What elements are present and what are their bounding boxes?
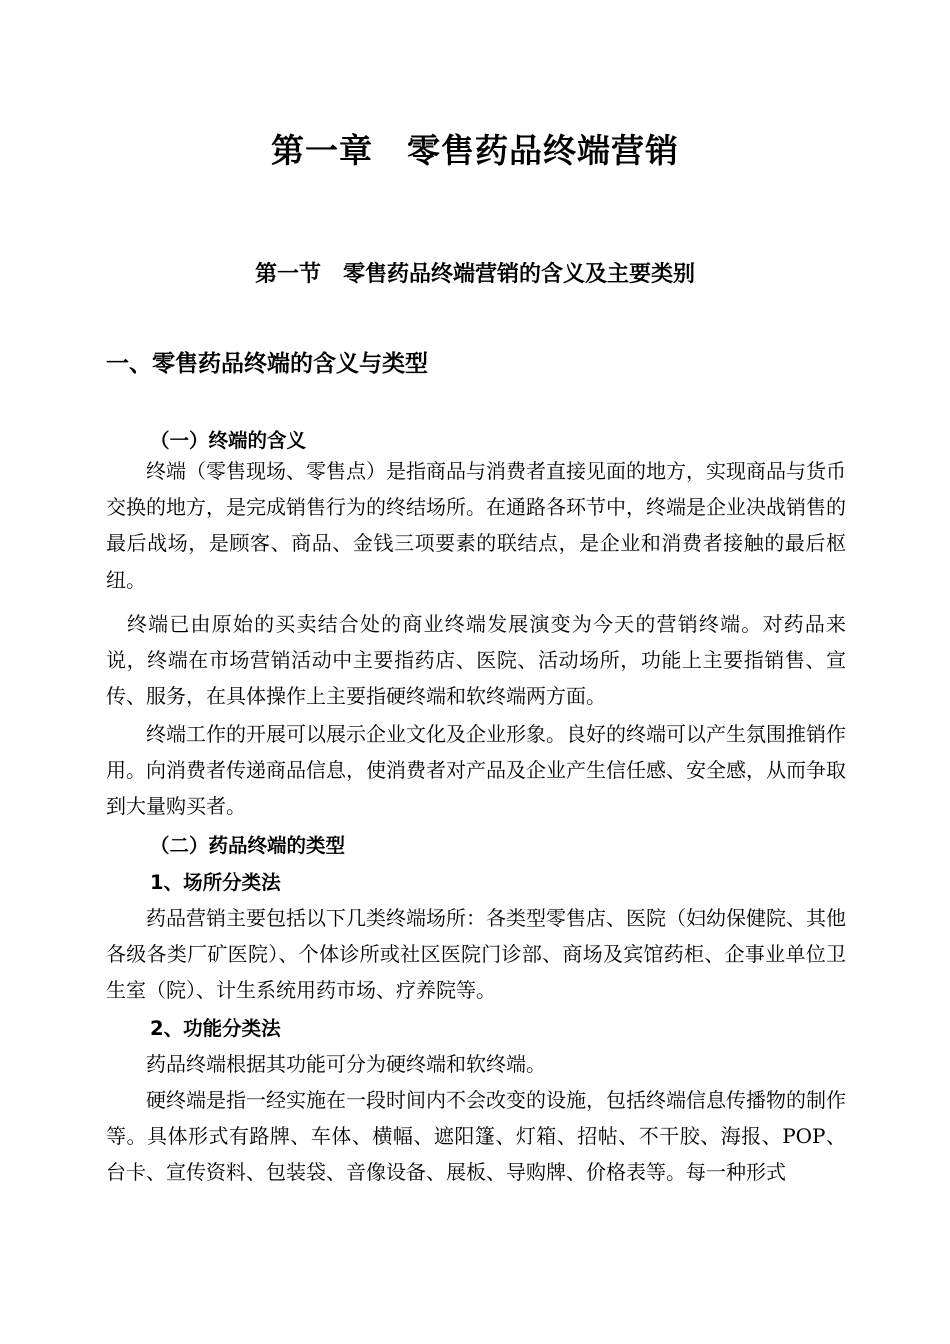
section-title: 第一节 零售药品终端营销的含义及主要类别: [254, 262, 695, 287]
subheading-function-classification: 2、功能分类法: [150, 1017, 281, 1040]
paragraph-meaning-3: 终端工作的开展可以展示企业文化及企业形象。良好的终端可以产生氛围推销作用。向消费者传递商品信息，使消费者对产品及企业产生信任感、安全感，从而争取到大量购买者。: [106, 722, 846, 819]
paragraph-meaning-2: 终端已由原始的买卖结合处的商业终端发展演变为今天的营销终端。对药品来说，终端在市场营销活动中主要指药店、医院、活动场所，功能上主要指销售、宣传、服务，在具体操作上主要指硬终端和软终端两方面。: [106, 612, 846, 709]
paragraph-meaning-1: 终端（零售现场、零售点）是指商品与消费者直接见面的地方，实现商品与货币交换的地方，是完成销售行为的终结场所。在通路各环节中，终端是企业决战销售的最后战场，是顾客、商品、金钱三项要素的联结点，是企业和消费者接触的最后枢纽。: [106, 459, 846, 592]
paragraph-function-intro: 药品终端根据其功能可分为硬终端和软终端。: [146, 1052, 546, 1076]
heading-level-1: 一、零售药品终端的含义与类型: [106, 351, 428, 377]
paragraph-place-classification: 药品营销主要包括以下几类终端场所：各类型零售店、医院（妇幼保健院、其他各级各类厂矿医院）、个体诊所或社区医院门诊部、商场及宾馆药柜、企事业单位卫生室（院）、计生系统用药市场、疗养院等。: [106, 906, 846, 1003]
paragraph-hard-terminal: 硬终端是指一经实施在一段时间内不会改变的设施，包括终端信息传播物的制作等。具体形式有路牌、车体、横幅、遮阳篷、灯箱、招帖、不干胶、海报、POP、台卡、宣传资料、包装袋、音像设备、展板、导购牌、价格表等。每一种形式: [106, 1088, 846, 1185]
subheading-meaning: （一）终端的含义: [150, 429, 307, 452]
subheading-types: （二）药品终端的类型: [150, 834, 346, 857]
chapter-title: 第一章 零售药品终端营销: [271, 131, 679, 170]
subheading-place-classification: 1、场所分类法: [150, 871, 281, 894]
